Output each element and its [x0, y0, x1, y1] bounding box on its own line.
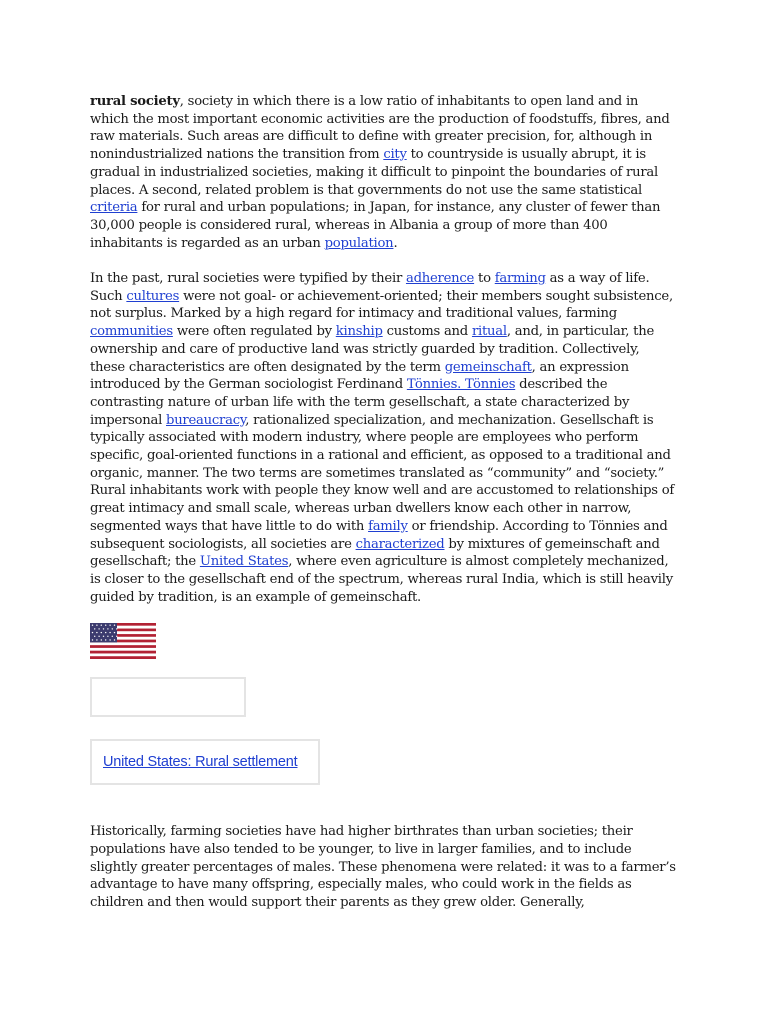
flag-star: [103, 636, 104, 637]
flag-star: [112, 636, 113, 637]
flag-star: [107, 629, 108, 630]
text-run: .: [393, 235, 398, 251]
related-link-box[interactable]: [90, 739, 320, 785]
flag-star: [92, 625, 93, 626]
flag-stripe: [90, 651, 156, 654]
flag-star: [107, 636, 108, 637]
flag-star: [116, 629, 117, 630]
paragraph-3: [90, 823, 676, 912]
article-body: [90, 93, 676, 912]
text-run: as a way of life. Such: [90, 271, 650, 304]
flag-stripe: [90, 643, 156, 646]
flag-star: [103, 629, 104, 630]
paragraph-1: [90, 93, 676, 252]
flag-star: [96, 640, 97, 641]
text-run: described the contrasting nature of urban life with the term gesellschaft, a state characterized by impersonal: [90, 377, 630, 428]
flag-canton: [90, 623, 117, 642]
flag-star: [114, 640, 115, 641]
flag-star: [94, 629, 95, 630]
text-run: , where even agriculture is almost completely mechanized, is closer to the gesellschaft end of the spectrum, whereas rural India, which is still heavily guided by tradition, is an example of gemeinschaft.: [90, 554, 673, 605]
text-run: , an expression introduced by the German sociologist Ferdinand: [90, 359, 629, 393]
flag-star: [114, 625, 115, 626]
text-run: , rationalized specialization, and mechanization. Gesellschaft is typically associated with modern industry, where people are employees who perform specific, goal-oriented functions in a rational and efficient, as opposed to a traditional and organic, manner. The two terms are sometimes translated as “community” and “society.” Rural inhabitants work with people they know well and are accustomed to relationships of great intimacy and small scale, whereas urban dwellers know each other in narrow, segmented ways that have little to do with: [90, 412, 675, 534]
inline-link[interactable]: adherence: [405, 271, 475, 287]
flag-star: [105, 625, 106, 626]
flag-star: [101, 632, 102, 633]
inline-link[interactable]: city: [383, 147, 407, 163]
flag-star: [105, 632, 106, 633]
flag-star: [92, 640, 93, 641]
related-link-us-rural-settlement[interactable]: United States: Rural settlement: [103, 753, 298, 770]
flag-star: [116, 636, 117, 637]
inline-link[interactable]: family: [368, 518, 408, 534]
headword: rural society: [90, 94, 180, 109]
flag-star: [96, 632, 97, 633]
inline-link[interactable]: cultures: [126, 288, 180, 304]
text-run: by mixtures of gemeinschaft and gesellschaft; the: [90, 536, 660, 570]
text-run: to: [474, 271, 495, 287]
text-run: , and, in particular, the ownership and care of productive land was strictly guarded by tradition. Collectively, these characteristics are often designated by the term: [90, 324, 654, 375]
paragraph-2: [90, 270, 676, 606]
inline-link[interactable]: criteria: [90, 200, 138, 216]
flag-star: [112, 629, 113, 630]
flag-stripe: [90, 646, 156, 649]
inline-link[interactable]: United States: [199, 554, 289, 570]
inline-link[interactable]: ritual: [471, 324, 507, 340]
flag-star: [109, 640, 110, 641]
text-run: In the past, rural societies were typified by their: [90, 271, 406, 287]
inline-link[interactable]: characterized: [355, 536, 445, 552]
flag-star: [101, 625, 102, 626]
flag-stripe: [90, 648, 156, 651]
inline-link[interactable]: gemeinschaft: [444, 359, 532, 375]
inline-link[interactable]: Tönnies. Tönnies: [406, 377, 516, 393]
inline-link[interactable]: kinship: [335, 324, 383, 340]
flag-star: [92, 632, 93, 633]
empty-media-box: [90, 677, 246, 717]
us-flag-icon: [90, 623, 156, 659]
inline-link[interactable]: population: [324, 235, 394, 251]
flag-star: [96, 625, 97, 626]
text-run: Historically, farming societies have had higher birthrates than urban societies; their populations have also tended to be younger, to live in larger families, and to include slightly greater percentages of males. These phenomena were related: it was to a farmer’s advantage to have many offspring, especially males, who could work in the fields as children and then would support their parents as they grew older. Generally,: [90, 824, 676, 911]
inline-link[interactable]: bureaucracy: [166, 412, 246, 428]
inline-link[interactable]: farming: [494, 271, 546, 287]
text-run: , society in which there is a low ratio of inhabitants to open land and in which the most important economic activities are the production of foodstuffs, fibres, and raw materials. Such areas are difficult to define with greater precision, for, although in nonindustrialized nations the transition from: [90, 94, 670, 163]
flag-star: [98, 636, 99, 637]
inline-link[interactable]: communities: [90, 324, 173, 340]
flag-stripe: [90, 654, 156, 657]
flag-star: [114, 632, 115, 633]
text-run: or friendship. According to Tönnies and subsequent sociologists, all societies are: [90, 518, 668, 552]
text-run: to countryside is usually abrupt, it is gradual in industrialized societies, making it difficult to pinpoint the boundaries of rural places. A second, related problem is that governments do not use the same statistical: [90, 147, 658, 198]
flag-star: [109, 625, 110, 626]
flag-stripe: [90, 657, 156, 660]
flag-star: [109, 632, 110, 633]
flag-star: [98, 629, 99, 630]
text-run: were often regulated by: [172, 324, 336, 340]
flag-star: [105, 640, 106, 641]
flag-star: [101, 640, 102, 641]
text-run: customs and: [382, 324, 472, 340]
flag-star: [94, 636, 95, 637]
text-run: for rural and urban populations; in Japan, for instance, any cluster of fewer than 30,000 people is considered rural, whereas in Albania a group of more than 400 inhabitants is regarded as an urban: [90, 200, 661, 251]
text-run: were not goal- or achievement-oriented; their members sought subsistence, not surplus. Marked by a high regard for intimacy and traditional values, farming: [90, 288, 673, 322]
